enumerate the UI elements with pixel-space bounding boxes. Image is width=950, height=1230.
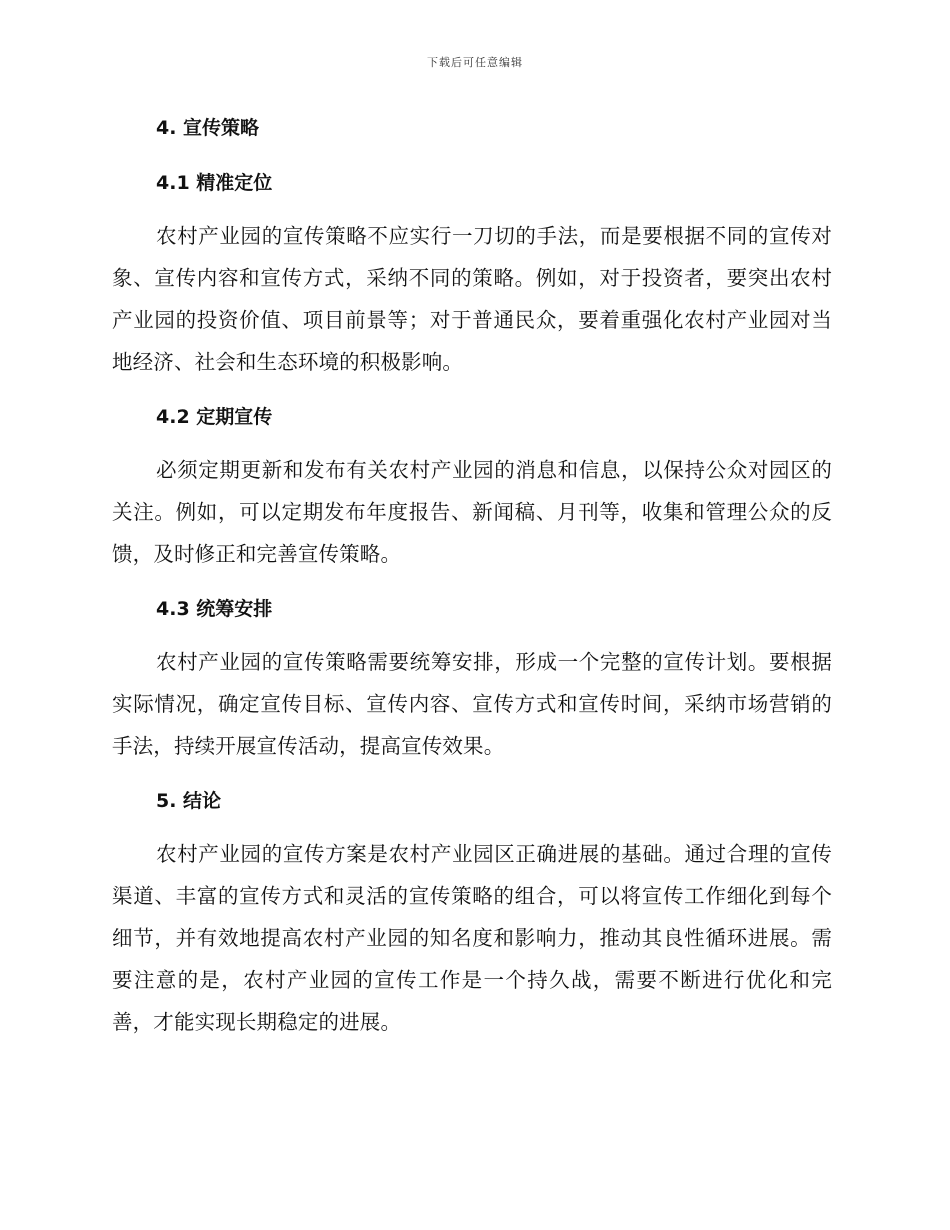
paragraph-overall-planning: 农村产业园的宣传策略需要统筹安排，形成一个完整的宣传计划。要根据实际情况，确定宣传目标、宣传内容、宣传方式和宣传时间，采纳市场营销的手法，持续开展宣传活动，提高宣传效果。 xyxy=(112,650,832,758)
section-heading-regular-promotion: 4.2 定期宣传 xyxy=(156,406,273,428)
paragraph-regular-promotion: 必须定期更新和发布有关农村产业园的消息和信息，以保持公众对园区的关注。例如，可以定期发布年度报告、新闻稿、月刊等，收集和管理公众的反馈，及时修正和完善宣传策略。 xyxy=(112,458,832,566)
paragraph-precise-positioning: 农村产业园的宣传策略不应实行一刀切的手法，而是要根据不同的宣传对象、宣传内容和宣传方式，采纳不同的策略。例如，对于投资者，要突出农村产业园的投资价值、项目前景等；对于普通民众，要着重强化农村产业园对当地经济、社会和生态环境的积极影响。 xyxy=(112,224,832,374)
section-heading-overall-planning: 4.3 统筹安排 xyxy=(156,598,273,620)
section-heading-precise-positioning: 4.1 精准定位 xyxy=(156,172,273,194)
paragraph-conclusion: 农村产业园的宣传方案是农村产业园区正确进展的基础。通过合理的宣传渠道、丰富的宣传方式和灵活的宣传策略的组合，可以将宣传工作细化到每个细节，并有效地提高农村产业园的知名度和影响力，推动其良性循环进展。需要注意的是，农村产业园的宣传工作是一个持久战，需要不断进行优化和完善，才能实现长期稳定的进展。 xyxy=(112,842,832,1034)
section-heading-conclusion: 5. 结论 xyxy=(156,790,222,812)
section-heading-strategy: 4. 宣传策略 xyxy=(156,117,260,139)
document-body xyxy=(112,108,832,1057)
page-header-note: 下载后可任意编辑 xyxy=(427,56,523,69)
